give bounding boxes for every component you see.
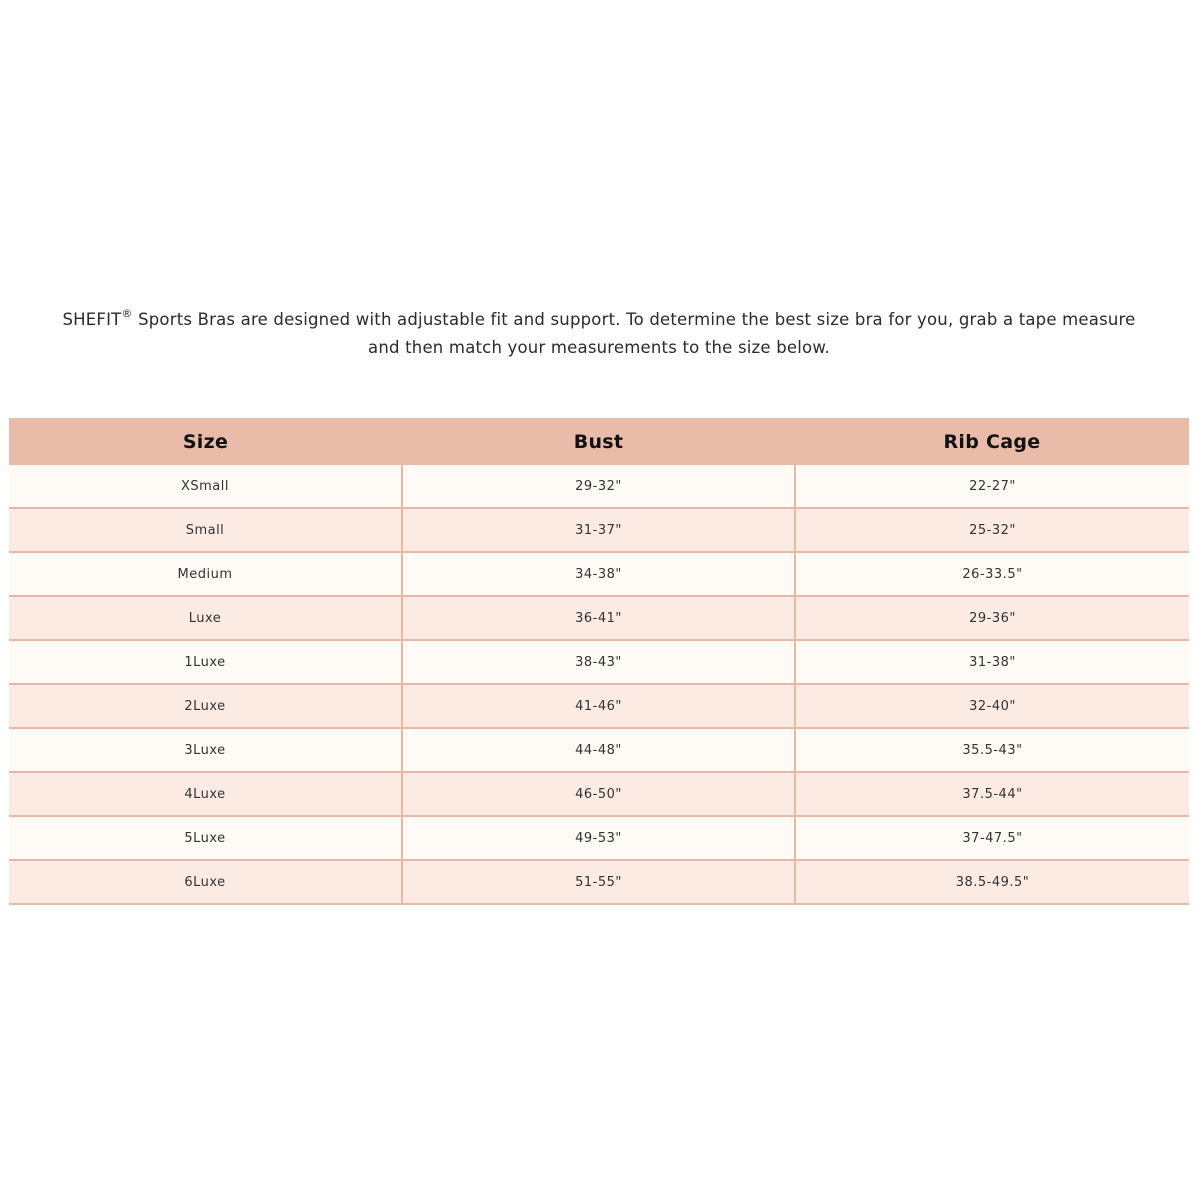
cell-size: 3Luxe <box>9 728 402 772</box>
intro-text <box>20 306 1178 362</box>
intro-line-2: and then match your measurements to the size below. <box>368 338 830 357</box>
table-row <box>9 860 1189 904</box>
cell-size: 6Luxe <box>9 860 402 904</box>
cell-bust: 41-46" <box>402 684 795 728</box>
size-chart-table <box>9 418 1189 905</box>
header-bust: Bust <box>402 418 795 465</box>
table-row <box>9 508 1189 552</box>
cell-bust: 51-55" <box>402 860 795 904</box>
table-row <box>9 596 1189 640</box>
cell-rib-cage: 29-36" <box>795 596 1189 640</box>
cell-size: XSmall <box>9 465 402 508</box>
table-row <box>9 465 1189 508</box>
cell-rib-cage: 35.5-43" <box>795 728 1189 772</box>
cell-bust: 29-32" <box>402 465 795 508</box>
cell-bust: 38-43" <box>402 640 795 684</box>
cell-bust: 31-37" <box>402 508 795 552</box>
table-row <box>9 640 1189 684</box>
cell-bust: 46-50" <box>402 772 795 816</box>
cell-size: Medium <box>9 552 402 596</box>
cell-size: 4Luxe <box>9 772 402 816</box>
cell-size: Small <box>9 508 402 552</box>
cell-rib-cage: 37-47.5" <box>795 816 1189 860</box>
cell-bust: 36-41" <box>402 596 795 640</box>
table-row <box>9 684 1189 728</box>
table-row <box>9 728 1189 772</box>
table-header-row <box>9 418 1189 465</box>
cell-bust: 44-48" <box>402 728 795 772</box>
cell-size: 1Luxe <box>9 640 402 684</box>
cell-rib-cage: 25-32" <box>795 508 1189 552</box>
cell-rib-cage: 31-38" <box>795 640 1189 684</box>
registered-trademark: ® <box>121 306 133 320</box>
table-row <box>9 552 1189 596</box>
brand-name: SHEFIT <box>62 310 122 329</box>
cell-rib-cage: 37.5-44" <box>795 772 1189 816</box>
cell-rib-cage: 22-27" <box>795 465 1189 508</box>
cell-rib-cage: 38.5-49.5" <box>795 860 1189 904</box>
cell-size: Luxe <box>9 596 402 640</box>
header-size: Size <box>9 418 402 465</box>
cell-bust: 49-53" <box>402 816 795 860</box>
cell-rib-cage: 32-40" <box>795 684 1189 728</box>
cell-size: 2Luxe <box>9 684 402 728</box>
table-row <box>9 772 1189 816</box>
header-rib-cage: Rib Cage <box>795 418 1189 465</box>
table-row <box>9 816 1189 860</box>
cell-rib-cage: 26-33.5" <box>795 552 1189 596</box>
cell-bust: 34-38" <box>402 552 795 596</box>
intro-line-1: Sports Bras are designed with adjustable fit and support. To determine the best size bra for you, grab a tape measure <box>132 310 1136 329</box>
cell-size: 5Luxe <box>9 816 402 860</box>
